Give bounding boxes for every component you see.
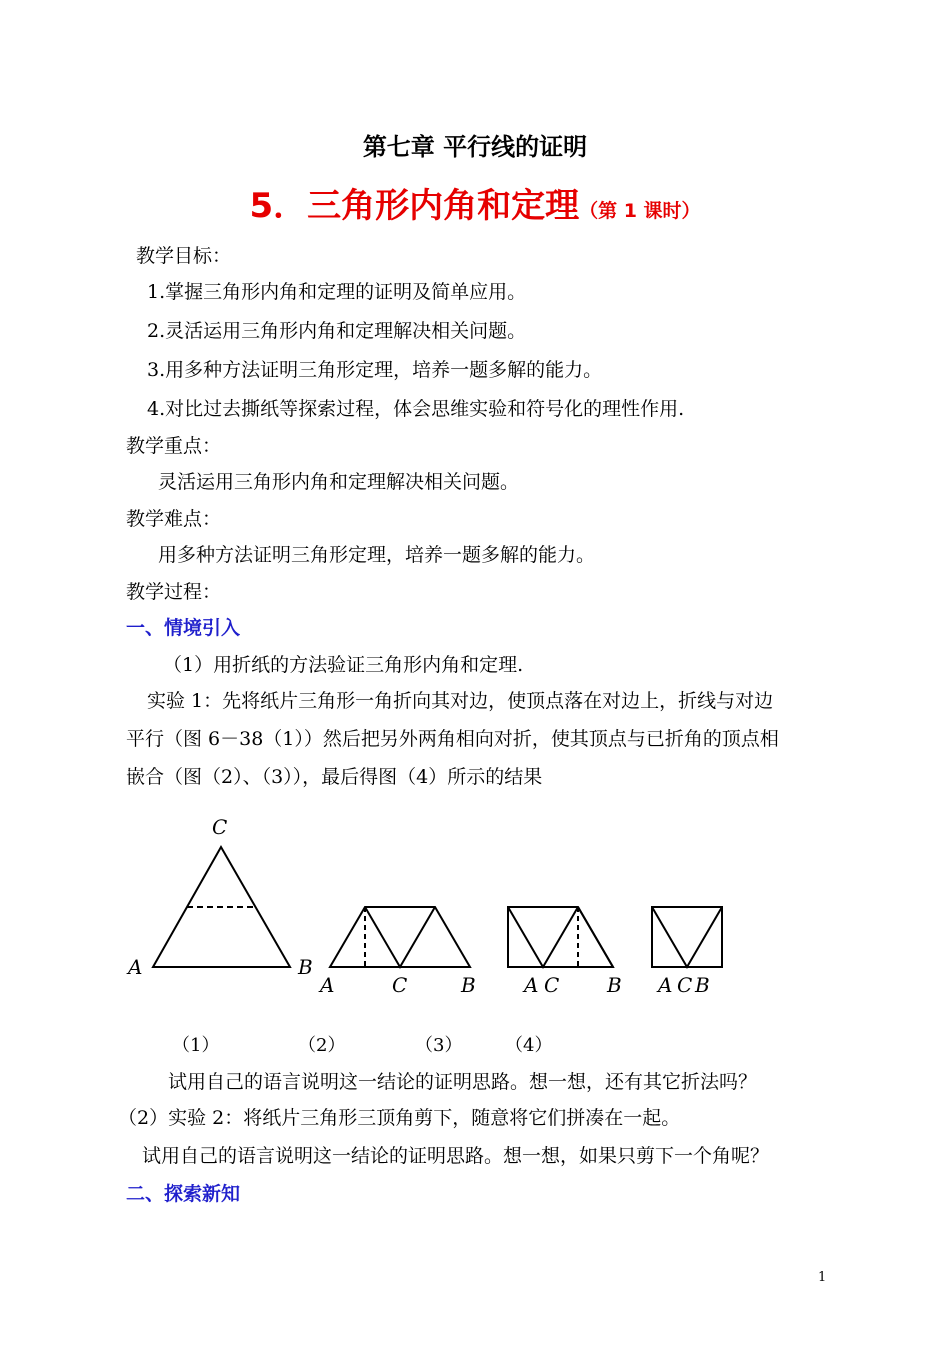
- key-points-text: 灵活运用三角形内角和定理解决相关问题。: [158, 471, 520, 493]
- figure-caption: （2）: [298, 1035, 346, 1056]
- paper-folding-figure: [120, 812, 740, 1062]
- section-heading: 一、情境引入: [126, 617, 241, 639]
- objective-item: 4.对比过去撕纸等探索过程，体会思维实验和符号化的理性作用.: [147, 398, 685, 420]
- vertex-label: A: [320, 973, 335, 997]
- objective-item: 2.灵活运用三角形内角和定理解决相关问题。: [147, 320, 527, 342]
- figure-caption: （1）: [172, 1035, 220, 1056]
- fold-diagram-1: [153, 847, 290, 967]
- vertex-label: B: [695, 973, 710, 997]
- lesson-title: [0, 178, 950, 227]
- vertex-label: B: [607, 973, 622, 997]
- lesson-main-title: 5．三角形内角和定理: [249, 186, 580, 226]
- vertex-label: C: [677, 973, 693, 997]
- objective-item: 1.掌握三角形内角和定理的证明及简单应用。: [147, 281, 527, 303]
- section-heading: 二、探索新知: [126, 1183, 241, 1205]
- fold-diagram-4: [652, 907, 722, 967]
- vertex-label: C: [544, 973, 560, 997]
- lesson-period: （第 1 课时）: [579, 200, 701, 222]
- paragraph: （2）实验 2：将纸片三角形三顶角剪下，随意将它们拼凑在一起。: [118, 1107, 681, 1129]
- figure-caption: （3）: [415, 1035, 463, 1056]
- vertex-label: B: [461, 973, 476, 997]
- difficulties-heading: 教学难点：: [126, 508, 222, 530]
- page-number: 1: [818, 1270, 827, 1285]
- paragraph-line: 实验 1：先将纸片三角形一角折向其对边，使顶点落在对边上，折线与对边: [147, 690, 774, 712]
- objectives-heading: 教学目标：: [136, 245, 232, 267]
- vertex-label: C: [212, 815, 228, 839]
- figure-caption: （4）: [505, 1035, 553, 1056]
- paragraph-line: 平行（图 6－38（1））然后把另外两角相向对折，使其顶点与已折角的顶点相: [126, 728, 779, 750]
- vertex-label: A: [128, 955, 143, 979]
- vertex-label: A: [524, 973, 539, 997]
- vertex-label: C: [392, 973, 408, 997]
- paragraph: 试用自己的语言说明这一结论的证明思路。想一想，如果只剪下一个角呢？: [142, 1145, 770, 1167]
- difficulties-text: 用多种方法证明三角形定理，培养一题多解的能力。: [158, 544, 596, 566]
- paragraph-line: 嵌合（图（2）、（3）），最后得图（4）所示的结果: [126, 766, 543, 788]
- objective-item: 3.用多种方法证明三角形定理，培养一题多解的能力。: [147, 359, 603, 381]
- vertex-label: A: [658, 973, 673, 997]
- key-points-heading: 教学重点：: [126, 435, 222, 457]
- chapter-title: 第七章 平行线的证明: [362, 133, 588, 161]
- paragraph: 试用自己的语言说明这一结论的证明思路。想一想，还有其它折法吗？: [168, 1071, 758, 1093]
- fold-diagram-3: [508, 907, 613, 967]
- paragraph: （1）用折纸的方法验证三角形内角和定理.: [163, 654, 524, 676]
- vertex-label: B: [298, 955, 313, 979]
- fold-diagram-2: [330, 907, 470, 967]
- process-heading: 教学过程：: [126, 581, 222, 603]
